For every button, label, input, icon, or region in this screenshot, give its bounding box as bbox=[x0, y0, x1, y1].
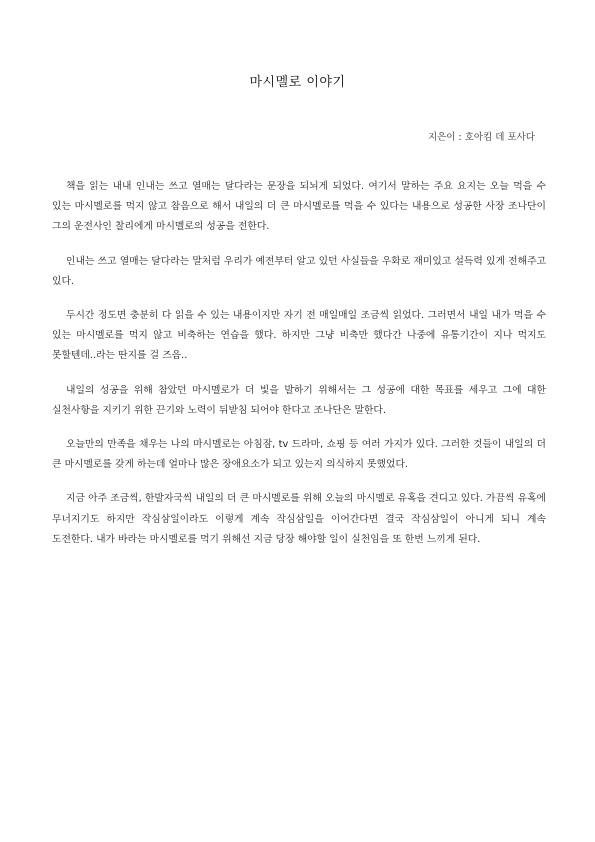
document-title: 마시멜로 이야기 bbox=[249, 75, 346, 90]
paragraph: 내일의 성공을 위해 참았던 마시멜로가 더 빛을 발하기 위해서는 그 성공에 대한 목표를 세우고 그에 대한 실천사항을 지키기 위한 끈기와 노력이 뒤받침 되어야 한다고 조나단은 말한다. bbox=[52, 384, 546, 416]
author-line: 지은이 : 호아킴 데 포사다 bbox=[427, 132, 535, 143]
paragraph: 인내는 쓰고 열매는 달다라는 말처럼 우리가 예전부터 알고 있던 사실들을 우화로 재미있고 설득력 있게 전해주고 있다. bbox=[52, 255, 546, 287]
document-body bbox=[52, 177, 546, 564]
paragraph: 책을 읽는 내내 인내는 쓰고 열매는 달다라는 문장을 되뇌게 되었다. 여기서 말하는 주요 요지는 오늘 먹을 수 있는 마시멜로를 먹지 않고 참음으로 해서 내일의 더 큰 마시멜로를 먹을 수 있다는 내용으로 성공한 사장 조나단이 그의 운전사인 찰리에게 마시멜로의 성공을 전한다. bbox=[52, 181, 546, 233]
paragraph: 오늘만의 만족을 채우는 나의 마시멜로는 아침잠, tv 드라마, 쇼핑 등 여러 가지가 있다. 그러한 것들이 내일의 더 큰 마시멜로를 갖게 하는데 얼마나 많은 장애요소가 되고 있는지 의식하지 못했었다. bbox=[52, 439, 546, 471]
paragraph: 지금 아주 조금씩, 한발자국씩 내일의 더 큰 마시멜로를 위해 오늘의 마시멜로 유혹을 견디고 있다. 가끔씩 유혹에 무너지기도 하지만 작심삼일이라도 이렇게 계속 작심삼일을 이어간다면 결국 작심삼일이 아니게 되니 계속 도전한다. 내가 바라는 마시멜로를 먹기 위해선 지금 당장 해야할 일이 실천임을 또 한번 느끼게 된다. bbox=[52, 493, 546, 545]
paragraph: 두시간 정도면 충분히 다 읽을 수 있는 내용이지만 자기 전 매일매일 조금씩 읽었다. 그러면서 내일 내가 먹을 수 있는 마시멜로를 먹지 않고 비축하는 연습을 했다. 하지만 그냥 비축만 했다간 나중에 유통기간이 지나 먹지도 못할텐데..라는 딴지를 걸 즈음.. bbox=[52, 310, 546, 362]
